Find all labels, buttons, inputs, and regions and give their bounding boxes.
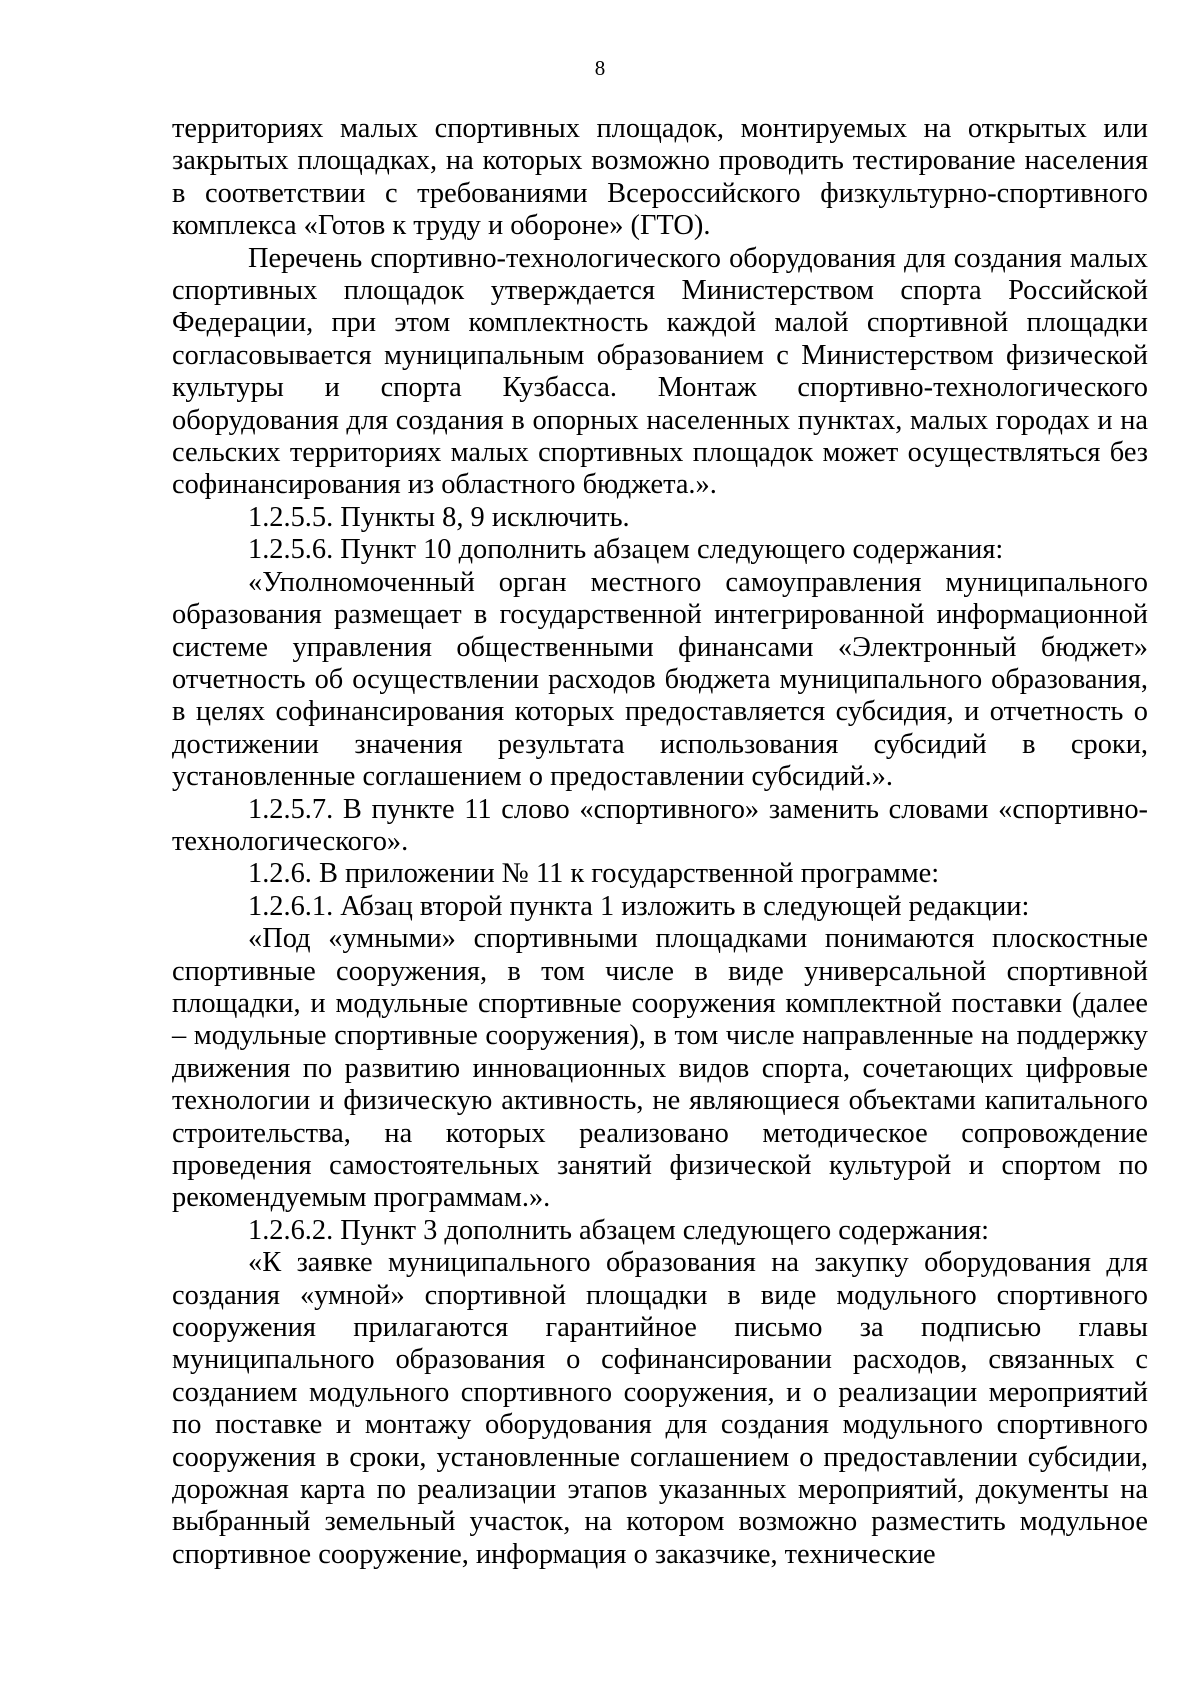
document-body (172, 113, 1148, 1571)
paragraph-clause-1-2-5-6: 1.2.5.6. Пункт 10 дополнить абзацем следующего содержания: (248, 534, 1004, 566)
paragraph-authorized-body: «Уполномоченный орган местного самоуправления муниципального образования размещает в государственной интегрированной информационной системе управления общественными финансами «Электронный бюджет» отчетность об осуществлении расходов бюджета муниципального образования, в целях софинансирования которых предоставляется субсидия, и отчетность о достижении значения результата использования субсидий в сроки, установленные соглашением о предоставлении субсидий.». (172, 566, 1148, 793)
paragraph-application-docs: «К заявке муниципального образования на закупку оборудования для создания «умной» спортивной площадки в виде модульного спортивного сооружения прилагаются гарантийное письмо за подписью главы муниципального образования о софинансировании расходов, связанных с созданием модульного спортивного сооружения, и о реализации мероприятий по поставке и монтажу оборудования для создания модульного спортивного сооружения в сроки, установленные соглашением о предоставлении субсидии, дорожная карта по реализации этапов указанных мероприятий, документы на выбранный земельный участок, на котором возможно разместить модульное спортивное сооружение, информация о заказчике, технические (172, 1247, 1148, 1570)
page-number: 8 (594, 56, 606, 80)
paragraph-clause-1-2-6-2: 1.2.6.2. Пункт 3 дополнить абзацем следующего содержания: (248, 1214, 990, 1246)
paragraph-clause-1-2-5-7: 1.2.5.7. В пункте 11 слово «спортивного» заменить словами «спортивно-технологического». (172, 793, 1148, 857)
paragraph-equipment-list: Перечень спортивно-технологического оборудования для создания малых спортивных площадок утверждается Министерством спорта Российской Федерации, при этом комплектность каждой малой спортивной площадки согласовывается муниципальным образованием с Министерством физической культуры и спорта Кузбасса. Монтаж спортивно-технологического оборудования для создания в опорных населенных пунктах, малых городах и на сельских территориях малых спортивных площадок может осуществляться без софинансирования из областного бюджета.». (172, 242, 1148, 501)
paragraph-smart-playgrounds: «Под «умными» спортивными площадками понимаются плоскостные спортивные сооружения, в том числе в виде универсальной спортивной площадки, и модульные спортивные сооружения комплектной поставки (далее – модульные спортивные сооружения), в том числе направленные на поддержку движения по развитию инновационных видов спорта, сочетающих цифровые технологии и физическую активность, не являющиеся объектами капитального строительства, на которых реализовано методическое сопровождение проведения самостоятельных занятий физической культурой и спортом по рекомендуемым программам.». (172, 923, 1148, 1214)
paragraph-clause-1-2-6: 1.2.6. В приложении № 11 к государственной программе: (248, 858, 940, 890)
paragraph-continuation: территориях малых спортивных площадок, монтируемых на открытых или закрытых площадках, на которых возможно проводить тестирование населения в соответствии с требованиями Всероссийского физкультурно-спортивного комплекса «Готов к труду и обороне» (ГТО). (172, 113, 1148, 242)
paragraph-clause-1-2-6-1: 1.2.6.1. Абзац второй пункта 1 изложить в следующей редакции: (248, 890, 1030, 922)
paragraph-clause-1-2-5-5: 1.2.5.5. Пункты 8, 9 исключить. (248, 501, 630, 533)
